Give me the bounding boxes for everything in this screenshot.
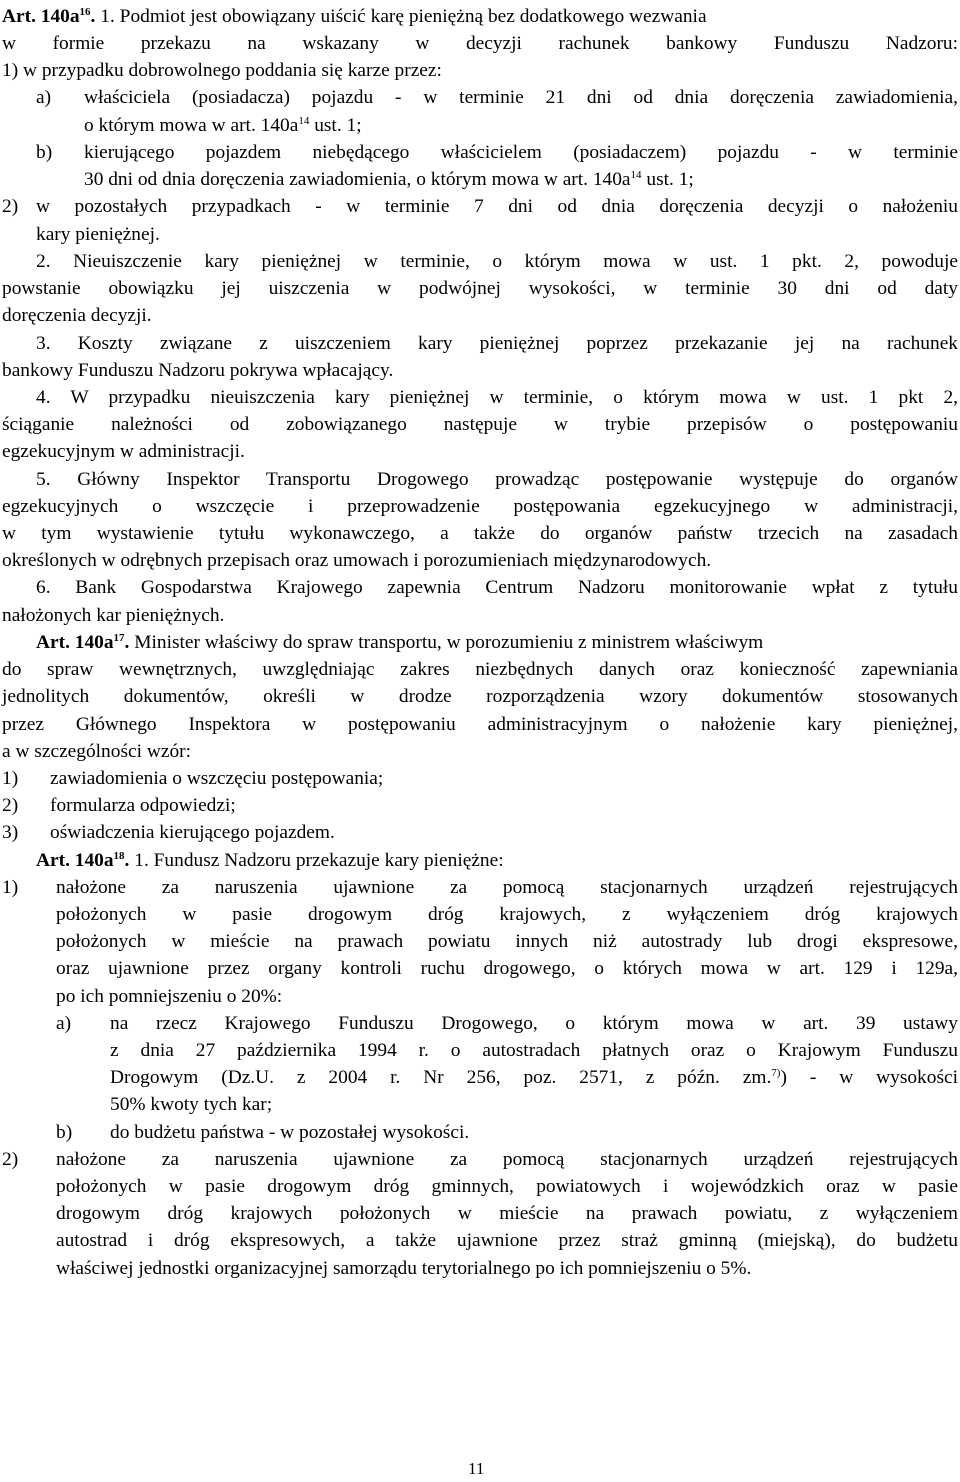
art16-p2-num: 2) [2, 196, 19, 217]
art17-item3-text: oświadczenia kierującego pojazdem. [50, 822, 335, 843]
art18-p2-line3: drogowym dróg krajowych położonych w mieście na prawach powiatu, z wyłączeniem [56, 1203, 958, 1224]
art16-ust2-line2: powstanie obowiązku jej uiszczenia w podwójnej wysokości, w terminie 30 dni od daty [2, 278, 958, 299]
art16-ust2-line1: 2. Nieuiszczenie kary pieniężnej w terminie, o którym mowa w ust. 1 pkt. 2, powoduje [36, 251, 958, 272]
art16-ust2-line3: doręczenia decyzji. [2, 305, 152, 326]
page-number: 11 [468, 1459, 485, 1478]
art18-p2-line2: położonych w pasie drogowym dróg gminnych, powiatowych i wojewódzkich oraz w pasie [56, 1176, 958, 1197]
art17-first-line: Art. $140a^{17}$. Minister właściwy do spraw transportu, w porozumieniu z ministrem właściwym [36, 632, 764, 653]
art18-p1-line3: położonych w mieście na prawach powiatu innych niż autostrady lub drogi ekspresowe, [56, 931, 958, 952]
art16-ust5-line4: określonych w odrębnych przepisach oraz umowach i porozumieniach międzynarodowych. [2, 550, 712, 571]
art18-p1-line5: po ich pomniejszeniu o 20%: [56, 986, 283, 1007]
art17-item2-text: formularza odpowiedzi; [50, 795, 236, 816]
art16-ust5-line3: w tym wystawienie tytułu wykonawczego, a także do organów państw trzecich na zasadach [2, 523, 958, 544]
art17-line5: a w szczególności wzór: [2, 741, 191, 762]
art17-item3-num: 3) [2, 822, 19, 843]
art18-a-letter: a) [56, 1013, 72, 1034]
art17-line4: przez Głównego Inspektora w postępowaniu administracyjnym o nałożenie kary pieniężnej, [2, 714, 958, 735]
art18-p1-num: 1) [2, 877, 19, 898]
art18-p2-line5: właściwej jednostki organizacyjnej samorządu terytorialnego po ich pomniejszeniu o 5%. [56, 1258, 752, 1279]
art16-ust6-line2: nałożonych kar pieniężnych. [2, 605, 225, 626]
art18-p2-line1: nałożone za naruszenia ujawnione za pomocą stacjonarnych urządzeń rejestrujących [56, 1149, 958, 1170]
art18-p1-line1: nałożone za naruszenia ujawnione za pomocą stacjonarnych urządzeń rejestrujących [56, 877, 958, 898]
art17-line3: jednolitych dokumentów, określi w drodze rozporządzenia wzory dokumentów stosowanych [2, 686, 958, 707]
art18-p1-line2: położonych w pasie drogowym dróg krajowych, z wyłączeniem dróg krajowych [56, 904, 958, 925]
art18-a-line1: na rzecz Krajowego Funduszu Drogowego, o którym mowa w art. 39 ustawy [110, 1013, 958, 1034]
art16-a-line2: o którym mowa w art. $140a^{14}$ ust. 1; [84, 115, 362, 136]
art18-b-text: do budżetu państwa - w pozostałej wysokości. [110, 1122, 470, 1143]
art18-a-line2: z dnia 27 października 1994 r. o autostradach płatnych oraz o Krajowym Funduszu [110, 1040, 958, 1061]
art17-item1-text: zawiadomienia o wszczęciu postępowania; [50, 768, 384, 789]
art16-first-line [2, 3, 958, 30]
art18-p1-line4: oraz ujawnione przez organy kontroli ruchu drogowego, o których mowa w art. 129 i 129a, [56, 958, 958, 979]
art16-ust3-line2: bankowy Funduszu Nadzoru pokrywa wpłacający. [2, 360, 394, 381]
art16-ust5-line1: 5. Główny Inspektor Transportu Drogowego prowadząc postępowanie występuje do organów [36, 469, 958, 490]
art17-heading: Art. $140a^{17}$. [36, 632, 130, 653]
art18-p2-num: 2) [2, 1149, 19, 1170]
art17-line2: do spraw wewnętrznych, uwzględniając zakres niezbędnych danych oraz konieczność zapewniania [2, 659, 958, 680]
art16-ust1-line2: w formie przekazu na wskazany w decyzji rachunek bankowy Funduszu Nadzoru: [2, 33, 958, 54]
art16-ust3-line1: 3. Koszty związane z uiszczeniem kary pieniężnej poprzez przekazanie jej na rachunek [36, 333, 958, 354]
art18-a-line4: 50% kwoty tych kar; [110, 1094, 273, 1115]
art17-item2-num: 2) [2, 795, 19, 816]
art16-ust5-line2: egzekucyjnych o wszczęcie i przeprowadzenie postępowania egzekucyjnego w administracji, [2, 496, 958, 517]
art18-b-letter: b) [56, 1122, 73, 1143]
art18-p2-line4: autostrad i dróg ekspresowych, a także ujawnione przez straż gminną (miejską), do budżetu [56, 1230, 958, 1251]
art18-heading: Art. $140a^{18}$. [36, 850, 130, 871]
art16-ust1-lead: 1. Podmiot jest obowiązany uiścić karę pieniężną bez dodatkowego wezwania [100, 6, 707, 27]
art16-ust6-line1: 6. Bank Gospodarstwa Krajowego zapewnia Centrum Nadzoru monitorowanie wpłat z tytułu [36, 577, 958, 598]
art16-p2-line2: kary pieniężnej. [36, 224, 160, 245]
art16-heading: Art. $140a^{16}$. [2, 6, 96, 27]
art16-p2-line1: w pozostałych przypadkach - w terminie 7 dni od dnia doręczenia decyzji o nałożeniu [36, 196, 958, 217]
art16-b-letter: b) [36, 142, 53, 163]
art16-ust4-line3: egzekucyjnym w administracji. [2, 441, 245, 462]
art16-ust4-line2: ściąganie należności od zobowiązanego następuje w trybie przepisów o postępowaniu [2, 414, 958, 435]
art16-ust4-line1: 4. W przypadku nieuiszczenia kary pieniężnej w terminie, o którym mowa w ust. 1 pkt 2, [36, 387, 958, 408]
art16-p1: 1) w przypadku dobrowolnego poddania się karze przez: [2, 60, 442, 81]
art16-b-line1: kierującego pojazdem niebędącego właścicielem (posiadaczem) pojazdu - w terminie [84, 142, 958, 163]
art18-a-line3: Drogowym (Dz.U. z 2004 r. Nr 256, poz. 2571, z późn. zm.$^{7)}$) - w wysokości [110, 1067, 958, 1088]
art16-a-letter: a) [36, 87, 52, 108]
art16-b-line2: 30 dni od dnia doręczenia zawiadomienia, o którym mowa w art. $140a^{14}$ ust. 1; [84, 169, 694, 190]
art18-first-line: Art. $140a^{18}$. 1. Fundusz Nadzoru przekazuje kary pieniężne: [36, 850, 504, 871]
art17-item1-num: 1) [2, 768, 19, 789]
art16-a-line1: właściciela (posiadacza) pojazdu - w terminie 21 dni od dnia doręczenia zawiadomienia, [84, 87, 958, 108]
